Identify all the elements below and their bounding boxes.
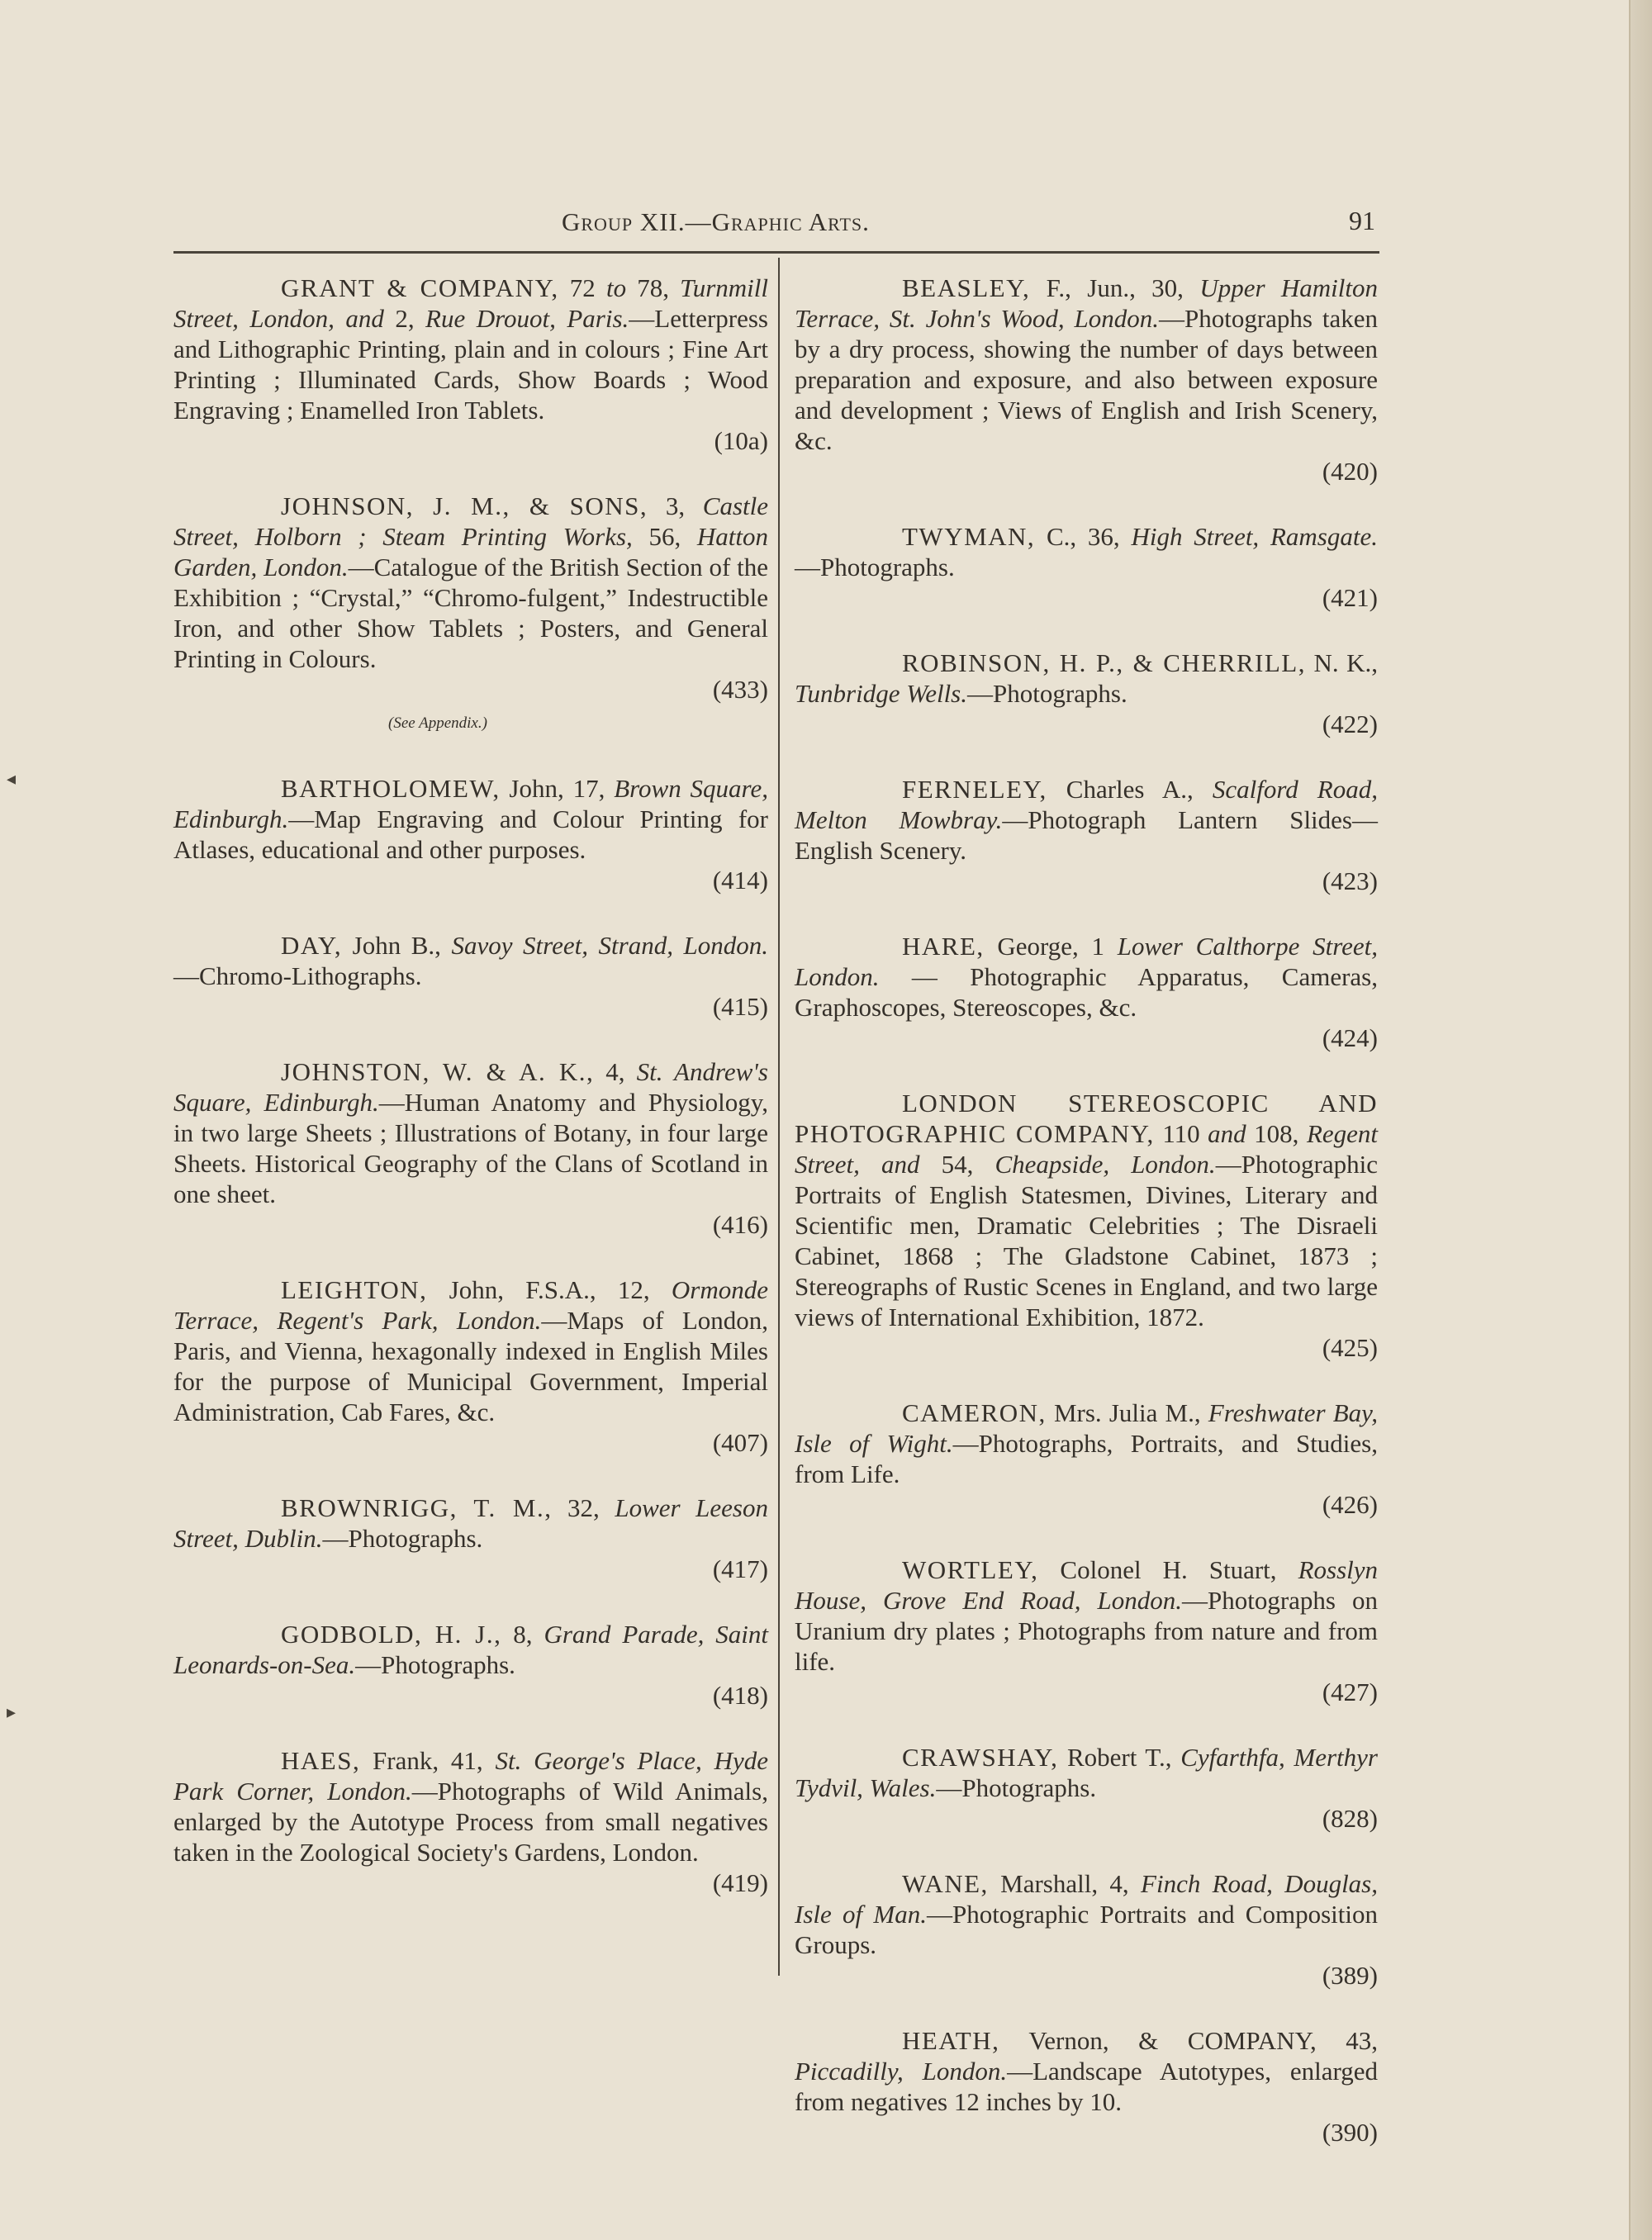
exhibitor-detail: 32, — [552, 1493, 615, 1522]
exhibitor-detail: Charles A., — [1047, 775, 1213, 804]
exhibitor-address: Ormonde Terrace, Regent's Park, London. — [173, 1275, 768, 1335]
exhibitor-entry — [795, 648, 1378, 739]
exhibitor-name: WORTLEY, — [902, 1555, 1039, 1584]
exhibitor-detail: Colonel H. Stuart, — [1038, 1555, 1298, 1584]
exhibitor-name: GRANT & COMPANY, — [281, 273, 559, 302]
exhibit-description: —Chromo-Lithographs. — [173, 961, 422, 990]
column-divider — [778, 258, 780, 1976]
exhibitor-name: WANE, — [902, 1869, 989, 1898]
exhibitor-entry — [795, 1088, 1378, 1363]
exhibitor-address: St. Andrew's Square, Edinburgh. — [173, 1057, 768, 1117]
exhibitor-detail: Robert T., — [1058, 1743, 1181, 1772]
exhibitor-address: and — [1208, 1119, 1246, 1148]
exhibit-description: —Map Engraving and Colour Printing for Atlases, educational and other purposes. — [173, 804, 768, 864]
exhibitor-name: CRAWSHAY, — [902, 1743, 1059, 1772]
exhibitor-entry — [795, 774, 1378, 896]
catalogue-number: (390) — [1322, 2118, 1378, 2147]
exhibitor-entry — [795, 1742, 1378, 1834]
exhibitor-detail: George, 1 — [984, 932, 1118, 961]
exhibitor-detail: 54, — [919, 1150, 995, 1179]
catalogue-number: (10a) — [714, 426, 768, 455]
exhibitor-name: LONDON STEREOSCOPIC AND PHOTOGRAPHIC COMPANY, — [795, 1089, 1378, 1148]
exhibitor-entry — [173, 1056, 768, 1240]
exhibitor-entry — [795, 1868, 1378, 1991]
margin-mark: ▸ — [7, 1701, 17, 1722]
exhibitor-address: Hatton Garden, London. — [173, 522, 769, 581]
margin-mark: ◂ — [7, 768, 17, 789]
catalogue-number: (416) — [712, 1210, 768, 1239]
catalogue-number: (407) — [712, 1428, 768, 1457]
exhibitor-detail: 110 — [1154, 1119, 1208, 1148]
page-header — [165, 201, 1375, 250]
exhibitor-address: Scalford Road, Melton Mowbray. — [795, 775, 1378, 834]
exhibit-description: —Letterpress and Lithographic Printing, plain and in colours ; Fine Art Printing ; Illuminated Cards, Show Boards ; Wood Engraving ; Enamelled Iron Tablets. — [173, 304, 768, 425]
exhibitor-entry — [173, 491, 768, 738]
exhibitor-detail: 108, — [1246, 1119, 1307, 1148]
exhibitor-detail: John B., — [342, 931, 452, 960]
exhibitor-entry — [795, 931, 1378, 1053]
exhibitor-detail: Mrs. Julia M., — [1046, 1398, 1208, 1427]
exhibitor-detail: 72 — [558, 273, 606, 302]
exhibit-description: —Human Anatomy and Physiology, in two large Sheets ; Illustrations of Botany, in four large Sheets. Historical Geography of the Clans of Scotland in one sheet. — [173, 1088, 769, 1208]
exhibitor-entry — [795, 521, 1378, 613]
exhibitor-entry — [173, 930, 768, 1022]
exhibitor-address: Grand Parade, Saint Leonards-on-Sea. — [173, 1620, 769, 1679]
exhibitor-name: BROWNRIGG, T. M., — [281, 1493, 553, 1522]
left-column — [173, 273, 768, 1933]
exhibitor-name: TWYMAN, — [902, 522, 1036, 551]
exhibitor-name: DAY, — [281, 931, 343, 960]
exhibitor-address: Regent Street, and — [795, 1119, 1379, 1179]
exhibitor-name: HEATH, — [902, 2026, 1000, 2055]
exhibitor-name: JOHNSON, J. M., & SONS, — [281, 491, 648, 520]
catalogue-number: (425) — [1322, 1333, 1378, 1362]
header-rule — [173, 251, 1379, 254]
exhibitor-address: St. George's Place, Hyde Park Corner, London. — [173, 1746, 768, 1806]
exhibitor-name: HAES, — [281, 1746, 361, 1775]
exhibitor-entry — [173, 273, 768, 456]
exhibitor-address: Cheapside, London. — [995, 1150, 1216, 1179]
exhibitor-entry — [795, 273, 1378, 486]
exhibitor-detail: Vernon, & COMPANY, 43, — [999, 2026, 1378, 2055]
exhibit-description: —Maps of London, Paris, and Vienna, hexagonally indexed in English Miles for the purpose of Municipal Government, Imperial Administration, Cab Fares, &c. — [173, 1306, 768, 1426]
exhibitor-detail: 2, — [383, 304, 426, 333]
exhibitor-detail: C., 36, — [1035, 522, 1132, 551]
exhibitor-entry — [795, 2025, 1378, 2147]
exhibitor-detail: 8, — [501, 1620, 544, 1649]
exhibitor-address: Savoy Street, Strand, London. — [451, 931, 768, 960]
exhibitor-detail: 4, — [594, 1057, 637, 1086]
catalogue-number: (426) — [1322, 1490, 1378, 1519]
catalogue-number: (828) — [1322, 1804, 1378, 1833]
exhibit-description: —Photographs, Portraits, and Studies, from Life. — [795, 1429, 1378, 1488]
exhibitor-address: High Street, Ramsgate. — [1131, 522, 1378, 551]
exhibit-description: —Photographs of Wild Animals, enlarged by the Autotype Process from small negatives taken in the Zoological Society's Gardens, London. — [173, 1777, 768, 1867]
exhibitor-entry — [173, 1745, 768, 1898]
catalogue-number: (422) — [1322, 709, 1378, 738]
exhibitor-name: BARTHOLOMEW, — [281, 774, 501, 803]
exhibitor-name: HARE, — [902, 932, 985, 961]
exhibit-description: —Photographs. — [322, 1524, 483, 1553]
exhibitor-entry — [173, 1493, 768, 1584]
exhibit-description: —Photographs. — [967, 679, 1127, 708]
running-title: Group XII.—Graphic Arts. — [562, 207, 870, 236]
exhibitor-address: Cyfarthfa, Merthyr Tydvil, Wales. — [795, 1743, 1378, 1802]
exhibitor-entry — [795, 1554, 1378, 1707]
exhibitor-detail: 78, — [626, 273, 681, 302]
catalogue-number: (419) — [712, 1868, 768, 1897]
catalogue-number: (424) — [1322, 1023, 1378, 1052]
catalogue-number: (420) — [1322, 457, 1378, 486]
appendix-note: (See Appendix.) — [388, 714, 487, 732]
exhibit-description: —Photographs. — [936, 1773, 1097, 1802]
exhibitor-address: Rue Drouot, Paris. — [425, 304, 629, 333]
exhibitor-detail: F., Jun., 30, — [1030, 273, 1200, 302]
exhibitor-detail: N. K., — [1306, 648, 1378, 677]
exhibitor-detail: Frank, 41, — [360, 1746, 496, 1775]
exhibitor-address: Brown Square, Edinburgh. — [173, 774, 768, 833]
exhibitor-address: Turnmill Street, London, and — [173, 273, 768, 333]
page-edge — [1629, 0, 1652, 2240]
exhibitor-entry — [173, 1619, 768, 1711]
exhibitor-address: Castle Street, Holborn ; Steam Printing Works, — [173, 491, 768, 551]
catalogue-number: (414) — [712, 866, 768, 895]
exhibitor-address: Freshwater Bay, Isle of Wight. — [795, 1398, 1378, 1458]
exhibitor-address: Upper Hamilton Terrace, St. John's Wood, London. — [795, 273, 1379, 333]
exhibitor-name: CAMERON, — [902, 1398, 1047, 1427]
catalogue-number: (417) — [712, 1554, 768, 1583]
exhibitor-name: ROBINSON, H. P., & CHERRILL, — [902, 648, 1306, 677]
exhibit-description: —Photographic Portraits of English Statesmen, Divines, Literary and Scientific men, Dramatic Celebrities ; The Disraeli Cabinet, 1868 ; The Gladstone Cabinet, 1873 ; Stereographs of Rustic Scenes in England, and two large views of International Exhibition, 1872. — [795, 1150, 1378, 1331]
exhibitor-detail: John, F.S.A., 12, — [427, 1275, 672, 1304]
exhibitor-detail: 3, — [648, 491, 703, 520]
exhibitor-address: Piccadilly, London. — [795, 2057, 1008, 2086]
exhibitor-name: BEASLEY, — [902, 273, 1031, 302]
exhibit-description: —Photographs. — [355, 1650, 515, 1679]
right-column — [795, 273, 1378, 2182]
exhibitor-name: LEIGHTON, — [281, 1275, 428, 1304]
exhibitor-entry — [173, 1274, 768, 1458]
catalogue-number: (415) — [712, 992, 768, 1021]
exhibit-description: —Photographs taken by a dry process, showing the number of days between preparation and exposure, and also between exposure and development ; Views of English and Irish Scenery, &c. — [795, 304, 1378, 455]
exhibitor-detail: 56, — [632, 522, 697, 551]
exhibitor-address: Tunbridge Wells. — [795, 679, 967, 708]
catalogue-number: (421) — [1322, 583, 1378, 612]
exhibitor-address: Lower Calthorpe Street, London. — [795, 932, 1379, 991]
exhibitor-entry — [795, 1398, 1378, 1520]
exhibit-description: — Photographic Apparatus, Cameras, Graphoscopes, Stereoscopes, &c. — [795, 962, 1378, 1022]
exhibit-description: —Photographs. — [795, 553, 955, 581]
catalogue-number: (433) — [712, 675, 768, 704]
catalogue-number: (389) — [1322, 1961, 1378, 1990]
catalogue-number: (423) — [1322, 866, 1378, 895]
page-number: 91 — [1349, 206, 1375, 235]
exhibit-description: —Photographs on Uranium dry plates ; Photographs from nature and from life. — [795, 1586, 1378, 1676]
exhibit-description: —Landscape Autotypes, enlarged from negatives 12 inches by 10. — [795, 2057, 1378, 2116]
exhibitor-address: to — [605, 273, 627, 302]
exhibitor-address: Rosslyn House, Grove End Road, London. — [795, 1555, 1378, 1615]
exhibitor-address: Lower Leeson Street, Dublin. — [173, 1493, 768, 1553]
exhibitor-name: JOHNSTON, W. & A. K., — [281, 1057, 595, 1086]
exhibitor-detail: John, 17, — [500, 774, 615, 803]
exhibitor-name: GODBOLD, H. J., — [281, 1620, 502, 1649]
exhibitor-detail: Marshall, 4, — [988, 1869, 1142, 1898]
catalogue-number: (427) — [1322, 1678, 1378, 1706]
exhibit-description: —Photograph Lantern Slides—English Scenery. — [795, 805, 1378, 865]
exhibit-description: —Photographic Portraits and Composition Groups. — [795, 1900, 1379, 1959]
exhibitor-name: FERNELEY, — [902, 775, 1047, 804]
exhibit-description: —Catalogue of the British Section of the Exhibition ; “Crystal,” “Chromo-fulgent,” Indestructible Iron, and other Show Tablets ; Posters, and General Printing in Colours. — [173, 553, 768, 673]
catalogue-number: (418) — [712, 1681, 768, 1710]
exhibitor-address: Finch Road, Douglas, Isle of Man. — [795, 1869, 1378, 1929]
exhibitor-entry — [173, 773, 768, 895]
